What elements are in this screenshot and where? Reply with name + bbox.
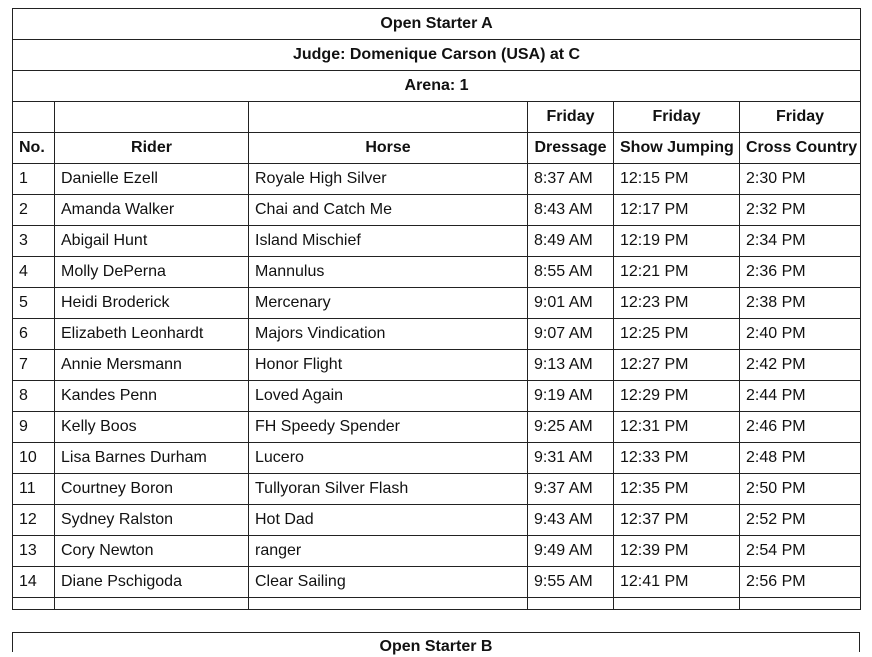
dressage-time: 9:49 AM <box>528 536 614 567</box>
class-title: Open Starter A <box>13 9 861 40</box>
show-jumping-time: 12:25 PM <box>614 319 740 350</box>
show-jumping-time: 12:31 PM <box>614 412 740 443</box>
cross-country-time: 2:36 PM <box>740 257 861 288</box>
cross-country-time: 2:32 PM <box>740 195 861 226</box>
horse-name: Tullyoran Silver Flash <box>249 474 528 505</box>
day-header-dressage: Friday <box>528 102 614 133</box>
dressage-time: 9:31 AM <box>528 443 614 474</box>
table-row <box>13 350 861 381</box>
spacer-cell <box>614 598 740 610</box>
rider-name: Diane Pschigoda <box>55 567 249 598</box>
show-jumping-time: 12:41 PM <box>614 567 740 598</box>
show-jumping-time: 12:23 PM <box>614 288 740 319</box>
column-header-no: No. <box>13 133 55 164</box>
show-jumping-time: 12:39 PM <box>614 536 740 567</box>
cross-country-time: 2:56 PM <box>740 567 861 598</box>
day-header-cell <box>249 102 528 133</box>
cross-country-time: 2:54 PM <box>740 536 861 567</box>
dressage-time: 8:55 AM <box>528 257 614 288</box>
entry-number: 10 <box>13 443 55 474</box>
entry-number: 11 <box>13 474 55 505</box>
judge-info: Judge: Domenique Carson (USA) at C <box>13 40 861 71</box>
show-jumping-time: 12:37 PM <box>614 505 740 536</box>
dressage-time: 8:37 AM <box>528 164 614 195</box>
arena-info: Arena: 1 <box>13 71 861 102</box>
entry-number: 14 <box>13 567 55 598</box>
day-header-cell <box>13 102 55 133</box>
dressage-time: 9:01 AM <box>528 288 614 319</box>
table-row <box>13 164 861 195</box>
spacer-cell <box>55 598 249 610</box>
entry-number: 6 <box>13 319 55 350</box>
horse-name: Clear Sailing <box>249 567 528 598</box>
table-row <box>13 443 861 474</box>
entry-number: 9 <box>13 412 55 443</box>
cross-country-time: 2:30 PM <box>740 164 861 195</box>
rider-name: Abigail Hunt <box>55 226 249 257</box>
rider-name: Courtney Boron <box>55 474 249 505</box>
horse-name: Chai and Catch Me <box>249 195 528 226</box>
table-row <box>13 505 861 536</box>
table-row <box>13 257 861 288</box>
horse-name: Majors Vindication <box>249 319 528 350</box>
show-jumping-time: 12:33 PM <box>614 443 740 474</box>
arena-row <box>13 71 861 102</box>
entry-number: 2 <box>13 195 55 226</box>
spacer-cell <box>528 598 614 610</box>
table-row <box>13 412 861 443</box>
rider-name: Danielle Ezell <box>55 164 249 195</box>
horse-name: Loved Again <box>249 381 528 412</box>
table-row <box>13 536 861 567</box>
dressage-time: 9:25 AM <box>528 412 614 443</box>
column-header-rider: Rider <box>55 133 249 164</box>
horse-name: Royale High Silver <box>249 164 528 195</box>
dressage-time: 9:13 AM <box>528 350 614 381</box>
rider-name: Heidi Broderick <box>55 288 249 319</box>
cross-country-time: 2:34 PM <box>740 226 861 257</box>
schedule-table <box>12 8 861 610</box>
cross-country-time: 2:48 PM <box>740 443 861 474</box>
dressage-time: 8:43 AM <box>528 195 614 226</box>
table-row <box>13 381 861 412</box>
rider-name: Amanda Walker <box>55 195 249 226</box>
horse-name: Mannulus <box>249 257 528 288</box>
day-header-show-jumping: Friday <box>614 102 740 133</box>
table-row <box>13 567 861 598</box>
cross-country-time: 2:38 PM <box>740 288 861 319</box>
dressage-time: 9:07 AM <box>528 319 614 350</box>
dressage-time: 9:43 AM <box>528 505 614 536</box>
horse-name: ranger <box>249 536 528 567</box>
show-jumping-time: 12:19 PM <box>614 226 740 257</box>
horse-name: Lucero <box>249 443 528 474</box>
day-header-cross-country: Friday <box>740 102 861 133</box>
entry-number: 5 <box>13 288 55 319</box>
rider-name: Cory Newton <box>55 536 249 567</box>
entry-number: 4 <box>13 257 55 288</box>
rider-name: Sydney Ralston <box>55 505 249 536</box>
dressage-time: 8:49 AM <box>528 226 614 257</box>
rider-name: Annie Mersmann <box>55 350 249 381</box>
rider-name: Kandes Penn <box>55 381 249 412</box>
column-header-show-jumping: Show Jumping <box>614 133 740 164</box>
entry-number: 1 <box>13 164 55 195</box>
horse-name: FH Speedy Spender <box>249 412 528 443</box>
table-row <box>13 474 861 505</box>
spacer-row <box>13 598 861 610</box>
entry-number: 13 <box>13 536 55 567</box>
entry-number: 7 <box>13 350 55 381</box>
table-row <box>13 288 861 319</box>
show-jumping-time: 12:29 PM <box>614 381 740 412</box>
day-header-row <box>13 102 861 133</box>
dressage-time: 9:55 AM <box>528 567 614 598</box>
horse-name: Mercenary <box>249 288 528 319</box>
next-class-title: Open Starter B <box>12 632 860 652</box>
cross-country-time: 2:52 PM <box>740 505 861 536</box>
cross-country-time: 2:46 PM <box>740 412 861 443</box>
horse-name: Island Mischief <box>249 226 528 257</box>
cross-country-time: 2:44 PM <box>740 381 861 412</box>
table-row <box>13 319 861 350</box>
entry-number: 12 <box>13 505 55 536</box>
column-header-cross-country: Cross Country <box>740 133 861 164</box>
rider-name: Molly DePerna <box>55 257 249 288</box>
dressage-time: 9:19 AM <box>528 381 614 412</box>
column-header-horse: Horse <box>249 133 528 164</box>
spacer-cell <box>13 598 55 610</box>
column-header-row <box>13 133 861 164</box>
table-row <box>13 226 861 257</box>
rider-name: Elizabeth Leonhardt <box>55 319 249 350</box>
dressage-time: 9:37 AM <box>528 474 614 505</box>
rider-name: Lisa Barnes Durham <box>55 443 249 474</box>
show-jumping-time: 12:17 PM <box>614 195 740 226</box>
table-row <box>13 195 861 226</box>
horse-name: Hot Dad <box>249 505 528 536</box>
rider-name: Kelly Boos <box>55 412 249 443</box>
cross-country-time: 2:42 PM <box>740 350 861 381</box>
spacer-cell <box>740 598 861 610</box>
day-header-cell <box>55 102 249 133</box>
cross-country-time: 2:40 PM <box>740 319 861 350</box>
horse-name: Honor Flight <box>249 350 528 381</box>
entry-number: 8 <box>13 381 55 412</box>
show-jumping-time: 12:35 PM <box>614 474 740 505</box>
judge-row <box>13 40 861 71</box>
cross-country-time: 2:50 PM <box>740 474 861 505</box>
show-jumping-time: 12:27 PM <box>614 350 740 381</box>
show-jumping-time: 12:21 PM <box>614 257 740 288</box>
class-title-row <box>13 9 861 40</box>
entry-number: 3 <box>13 226 55 257</box>
column-header-dressage: Dressage <box>528 133 614 164</box>
spacer-cell <box>249 598 528 610</box>
show-jumping-time: 12:15 PM <box>614 164 740 195</box>
